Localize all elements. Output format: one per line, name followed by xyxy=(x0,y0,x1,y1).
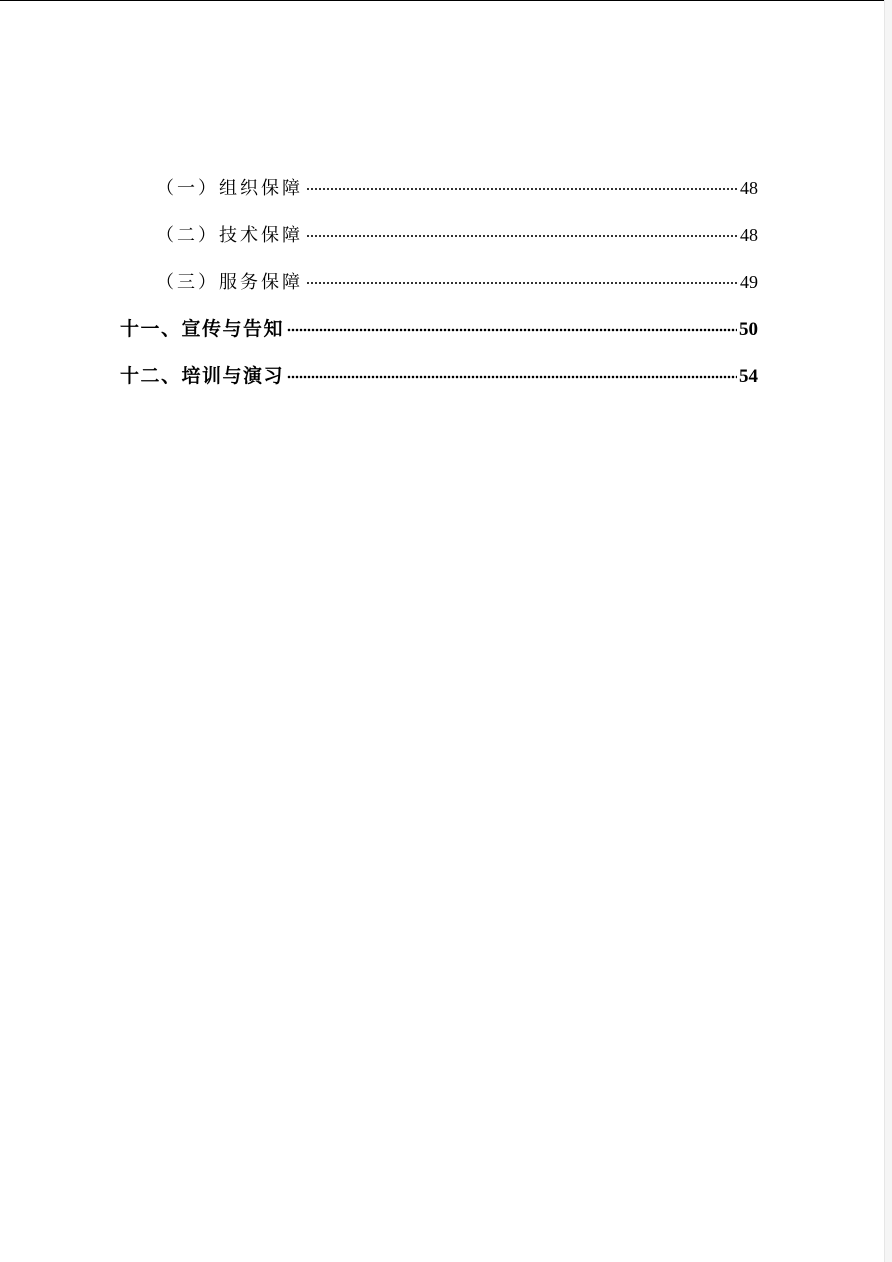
toc-entry-title: （三）服务保障 xyxy=(156,272,303,293)
toc-entry-training-and-drills[interactable] xyxy=(120,354,758,401)
toc-entry-title: （二）技术保障 xyxy=(156,225,303,246)
toc-dot-leader xyxy=(306,260,738,288)
page-top-border xyxy=(0,0,892,1)
toc-entry-title: 十二、培训与演习 xyxy=(120,365,285,387)
toc-dot-leader xyxy=(306,166,738,194)
toc-entry-page: 54 xyxy=(739,366,758,387)
toc-entry-page: 48 xyxy=(740,225,758,245)
toc-dot-leader xyxy=(306,213,738,241)
table-of-contents xyxy=(120,166,758,401)
toc-dot-leader xyxy=(287,354,737,382)
toc-entry-title: 十一、宣传与告知 xyxy=(120,318,285,340)
toc-entry-service-guarantee[interactable] xyxy=(120,260,758,307)
toc-entry-title: （一）组织保障 xyxy=(156,178,303,199)
toc-entry-page: 49 xyxy=(740,272,758,292)
toc-entry-publicity-and-notification[interactable] xyxy=(120,307,758,354)
toc-dot-leader xyxy=(287,307,737,335)
page-right-edge xyxy=(884,0,892,1262)
toc-entry-page: 48 xyxy=(740,178,758,198)
toc-entry-page: 50 xyxy=(739,319,758,340)
toc-entry-technical-guarantee[interactable] xyxy=(120,213,758,260)
toc-entry-organization-guarantee[interactable] xyxy=(120,166,758,213)
